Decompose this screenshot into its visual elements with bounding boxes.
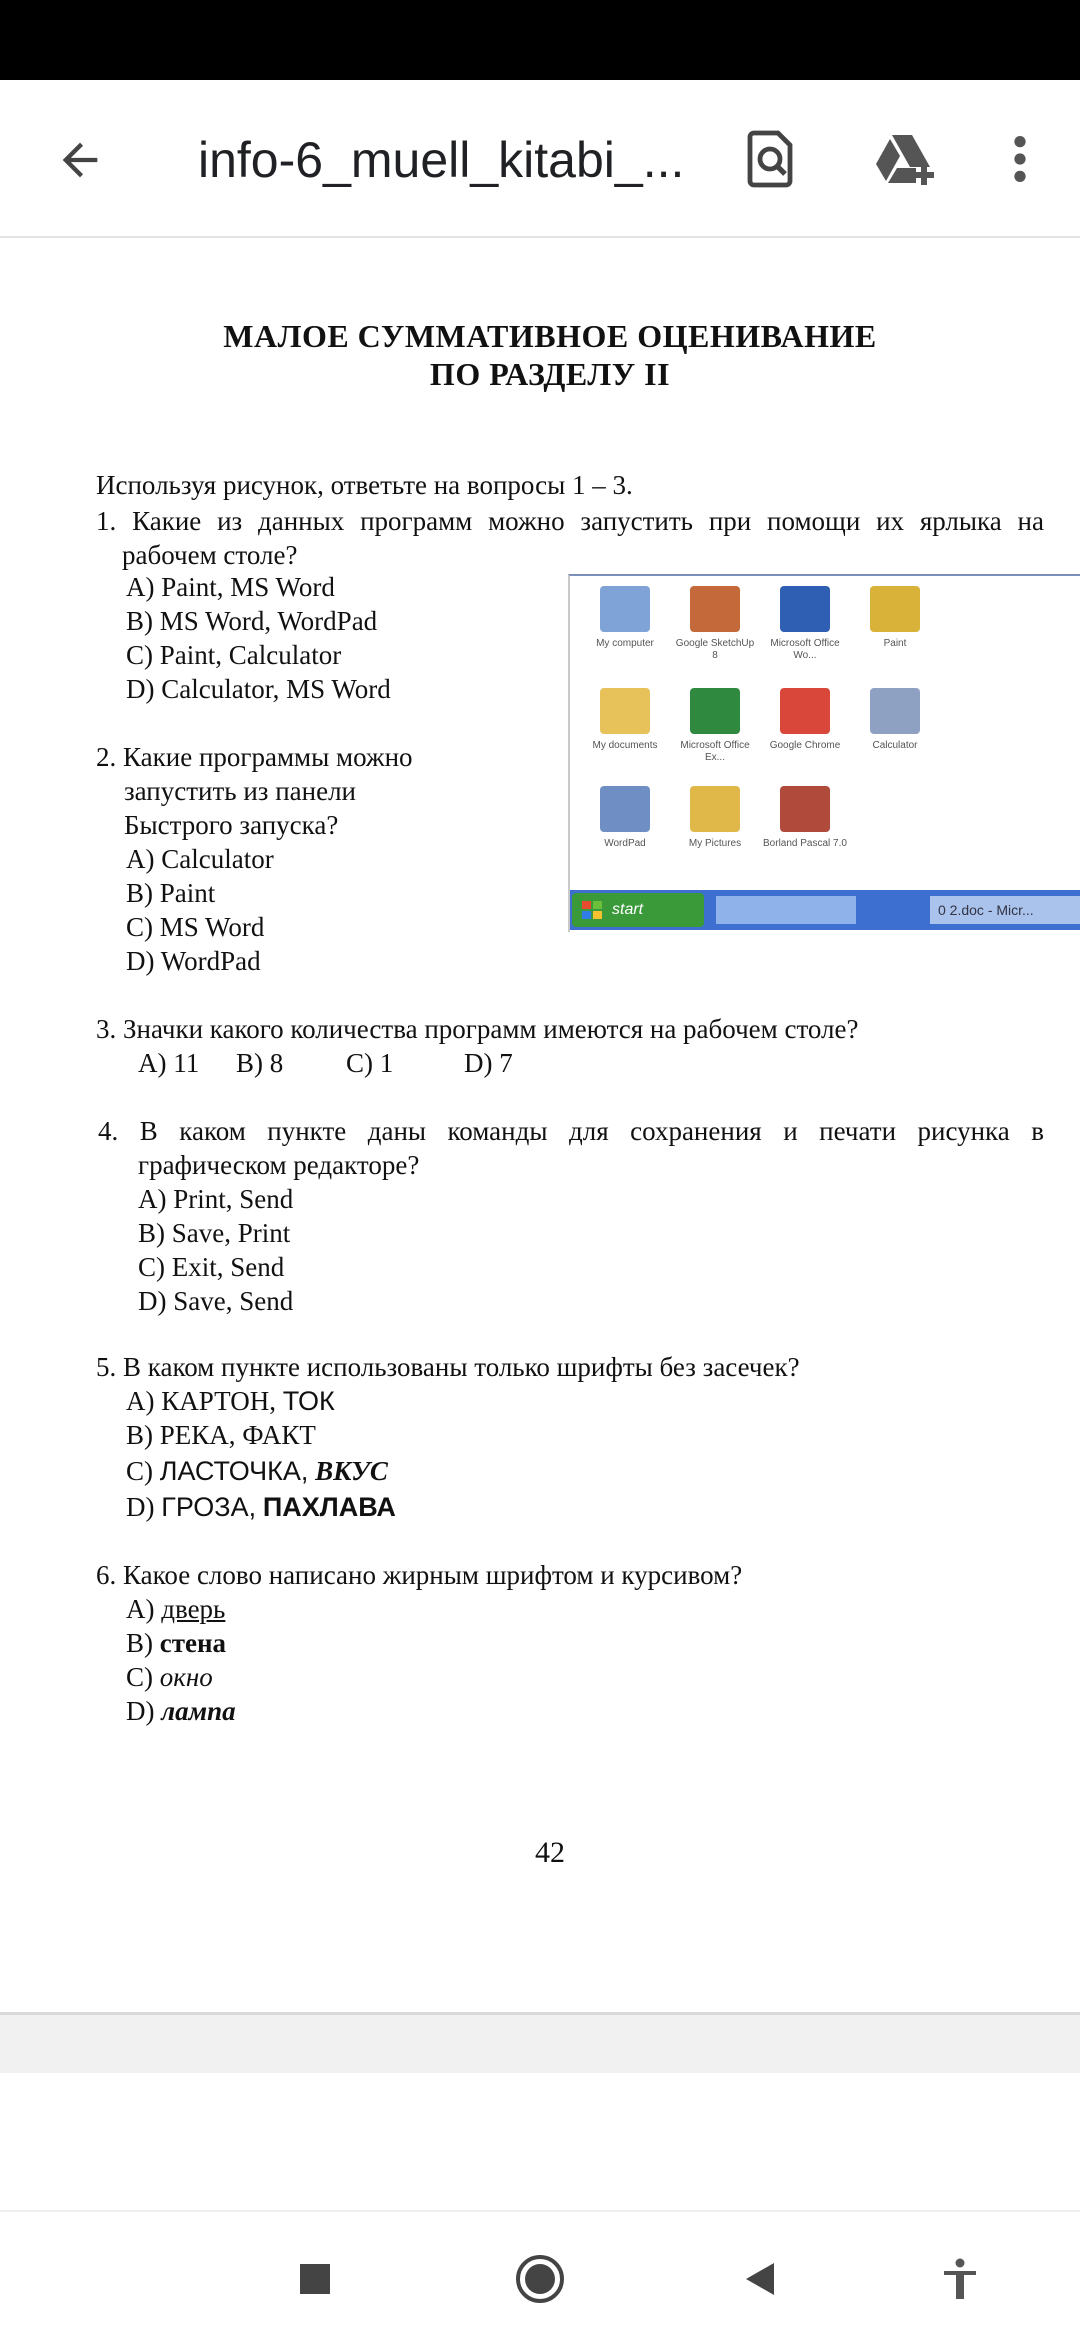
option-b-prefix: B): [126, 1628, 153, 1658]
shortcut-label: Calculator: [872, 740, 918, 751]
heading-line-1: МАЛОЕ СУММАТИВНОЕ ОЦЕНИВАНИЕ: [223, 318, 877, 354]
option-a-prefix: A): [126, 1594, 155, 1624]
find-in-document-icon[interactable]: [732, 116, 812, 202]
option-a-sans-text: ТОК: [282, 1386, 335, 1416]
question-2-line-1: 2. Какие программы можно: [96, 742, 413, 772]
recents-icon[interactable]: [280, 2244, 350, 2314]
option-c-prefix: C): [126, 1456, 153, 1486]
question-1-option-d: D) Calculator, MS Word: [126, 674, 391, 704]
shortcut-label: Paint: [883, 638, 907, 649]
shortcut-label: Borland Pascal 7.0: [763, 838, 847, 849]
desktop-screenshot-figure: [568, 574, 1080, 932]
question-3-line-1: 3. Значки какого количества программ имеются на рабочем столе?: [96, 1014, 859, 1044]
taskbar: [570, 890, 1080, 930]
shortcut-graphic: [780, 688, 830, 734]
question-2-option-c: C) MS Word: [126, 912, 265, 942]
shortcut-label: Microsoft Office Ex...: [680, 740, 750, 763]
question-6-option-c: [126, 1660, 213, 1694]
option-d-prefix: D): [126, 1696, 155, 1726]
question-5-line-1: 5. В каком пункте использованы только шрифты без засечек?: [96, 1352, 800, 1382]
option-d-sans-text: ГРОЗА,: [161, 1492, 257, 1522]
desktop-shortcut-icon: [672, 688, 758, 764]
shortcut-label: My computer: [596, 638, 654, 649]
option-c-bold-italic-text: ВКУС: [315, 1456, 388, 1486]
question-2-option-d: D) WordPad: [126, 946, 261, 976]
heading-line-2: ПО РАЗДЕЛУ II: [429, 356, 671, 392]
desktop-shortcut-icon: [852, 688, 938, 752]
shortcut-graphic: [690, 786, 740, 832]
desktop-shortcut-icon: [762, 688, 848, 752]
shortcut-graphic: [870, 688, 920, 734]
shortcut-graphic: [870, 586, 920, 632]
option-d-bold-sans-text: ПАХЛАВА: [262, 1492, 396, 1522]
desktop-shortcut-icon: [852, 586, 938, 650]
question-5-option-a: [126, 1384, 335, 1418]
option-c-italic-word: окно: [159, 1662, 213, 1692]
shortcut-graphic: [690, 688, 740, 734]
option-c-sans-text: ЛАСТОЧКА,: [159, 1456, 309, 1486]
option-d-bold-italic-word: лампа: [161, 1696, 236, 1726]
desktop-shortcut-icon: [672, 586, 758, 662]
question-4-option-c: C) Exit, Send: [138, 1252, 285, 1282]
shortcut-label: WordPad: [604, 838, 646, 849]
question-1-option-a: A) Paint, MS Word: [126, 572, 335, 602]
question-2-option-b: B) Paint: [126, 878, 216, 908]
option-c-prefix: C): [126, 1662, 153, 1692]
question-5-option-d: [126, 1490, 396, 1524]
option-b-bold-word: стена: [159, 1628, 227, 1658]
shortcut-label: My documents: [592, 740, 658, 751]
question-6-option-b: [126, 1626, 226, 1660]
desktop-shortcut-icon: [672, 786, 758, 850]
question-1-line-1: 1. Какие из данных программ можно запустить при помощи их ярлыка на: [96, 506, 1044, 536]
intro-text: Используя рисунок, ответьте на вопросы 1 – 3.: [96, 470, 633, 500]
question-2-line-2: запустить из панели: [124, 776, 356, 806]
question-3-option-c: C) 1: [346, 1048, 394, 1078]
add-to-drive-icon[interactable]: [860, 116, 950, 202]
desktop-shortcut-icon: [582, 688, 668, 752]
question-6-line-1: 6. Какое слово написано жирным шрифтом и курсивом?: [96, 1560, 743, 1590]
start-label: start: [612, 901, 644, 918]
question-4-line-2: графическом редакторе?: [138, 1150, 420, 1180]
question-2-line-3: Быстрого запуска?: [124, 810, 339, 840]
question-4-option-b: B) Save, Print: [138, 1218, 291, 1248]
option-a-serif-text: A) КАРТОН,: [126, 1386, 276, 1416]
desktop-shortcut-icon: [582, 586, 668, 650]
taskbar-document-item: 0 2.doc - Micr...: [930, 896, 1080, 924]
option-a-underlined-word: дверь: [161, 1594, 226, 1624]
question-3-option-a: A) 11: [138, 1048, 200, 1078]
back-triangle-icon[interactable]: [725, 2244, 795, 2314]
status-bar: [0, 0, 1080, 80]
page-number: 42: [535, 1836, 565, 1869]
shortcut-graphic: [600, 786, 650, 832]
question-4-option-a: A) Print, Send: [138, 1184, 294, 1214]
question-1-option-c: C) Paint, Calculator: [126, 640, 342, 670]
desktop-shortcut-icon: [582, 786, 668, 850]
back-arrow-icon[interactable]: [40, 120, 120, 200]
question-5-option-b: B) РЕКА, ФАКТ: [126, 1420, 316, 1450]
shortcut-label: Microsoft Office Wo...: [770, 638, 840, 661]
home-icon[interactable]: [505, 2244, 575, 2314]
page-separator: [0, 2012, 1080, 2073]
question-1-option-b: B) MS Word, WordPad: [126, 606, 378, 636]
shortcut-graphic: [600, 586, 650, 632]
option-d-prefix: D): [126, 1492, 155, 1522]
shortcut-label: Google SketchUp 8: [675, 638, 755, 661]
question-4-line-1: 4. В каком пункте даны команды для сохранения и печати рисунка в: [98, 1116, 1044, 1146]
desktop-shortcut-icon: [762, 786, 848, 850]
start-button: [572, 893, 704, 927]
accessibility-icon[interactable]: [925, 2244, 995, 2314]
shortcut-graphic: [690, 586, 740, 632]
more-options-icon[interactable]: [985, 116, 1055, 202]
question-3-option-b: B) 8: [236, 1048, 284, 1078]
shortcut-graphic: [600, 688, 650, 734]
question-1-line-2: рабочем столе?: [122, 540, 298, 570]
app-bar: [0, 80, 1080, 238]
shortcut-graphic: [780, 586, 830, 632]
document-title: info-6_muell_kitabi_...: [198, 132, 685, 188]
shortcut-label: Google Chrome: [769, 740, 841, 751]
question-3-option-d: D) 7: [464, 1048, 513, 1078]
question-6-option-d: [126, 1694, 236, 1728]
quick-launch-bar: [716, 896, 856, 924]
question-2-option-a: A) Calculator: [126, 844, 274, 874]
desktop-shortcut-icon: [762, 586, 848, 662]
question-6-option-a: [126, 1592, 225, 1626]
shortcut-label: My Pictures: [688, 838, 742, 849]
question-5-option-c: [126, 1454, 388, 1488]
question-4-option-d: D) Save, Send: [138, 1286, 294, 1316]
shortcut-graphic: [780, 786, 830, 832]
system-navigation-bar: [0, 2210, 1080, 2342]
